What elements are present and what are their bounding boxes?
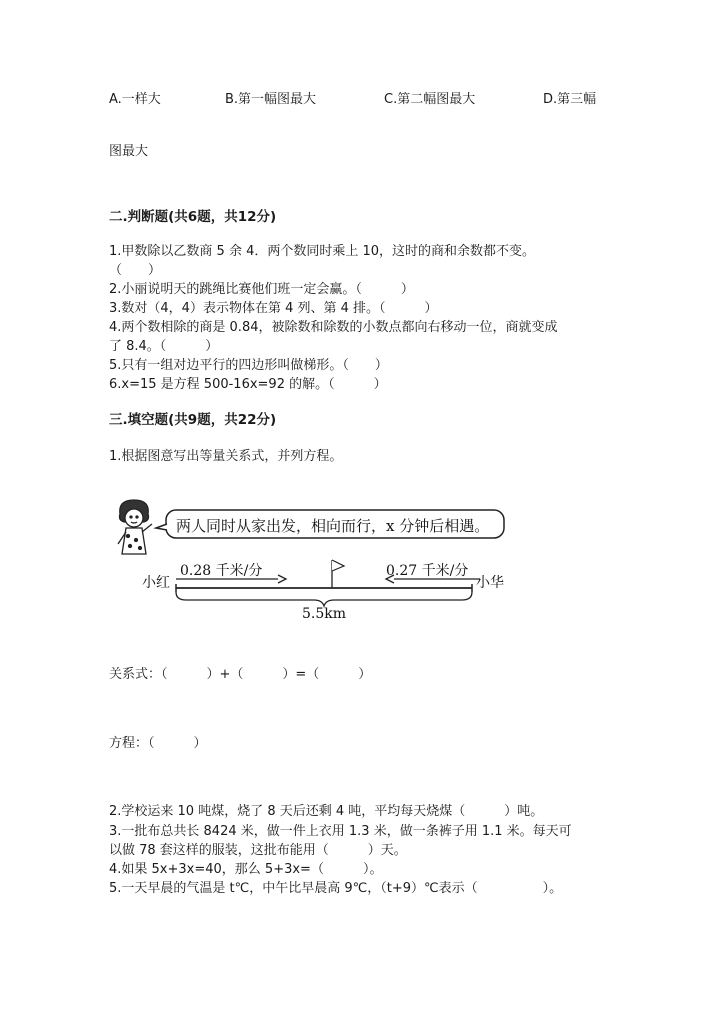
fill-q5: 5.一天早晨的气温是 t℃，中午比早晨高 9℃，（t+9）℃表示（ ）。 <box>109 881 563 896</box>
choice-b: B.第一幅图最大 <box>225 92 317 107</box>
section-2-heading: 二.判断题(共6题，共12分) <box>109 209 277 225</box>
distance-label: 5.5km <box>302 606 347 622</box>
left-speed-label: 0.28 千米/分 <box>180 563 263 579</box>
meeting-problem-figure <box>110 496 510 631</box>
right-speed-label: 0.27 千米/分 <box>386 563 469 579</box>
fill-q4: 4.如果 5x+3x=40，那么 5+3x=（ ）。 <box>109 862 383 877</box>
judge-q6: 6.x=15 是方程 500-16x=92 的解。（ ） <box>109 377 387 392</box>
judge-q4-line2: 了 8.4。（ ） <box>109 339 219 354</box>
judge-q2: 2.小丽说明天的跳绳比赛他们班一定会赢。（ ） <box>109 282 414 297</box>
equation-line: 方程：（ ） <box>109 736 207 751</box>
speech-text: 两人同时从家出发，相向而行，x 分钟后相遇。 <box>176 517 490 535</box>
fill-q1: 1.根据图意写出等量关系式，并列方程。 <box>109 449 343 464</box>
judge-q4-line1: 4.两个数相除的商是 0.84，被除数和除数的小数点都向右移动一位，商就变成 <box>109 320 558 335</box>
judge-q1-line1: 1.甲数除以乙数商 5 余 4．两个数同时乘上 10，这时的商和余数都不变。 <box>109 244 536 259</box>
relation-line: 关系式：（ ）+（ ）=（ ） <box>109 667 372 682</box>
choice-d: D.第三幅 <box>543 92 597 107</box>
fill-q3-line2: 以做 78 套这样的服装，这批布能用（ ）天。 <box>109 843 407 858</box>
distance-brace <box>176 592 472 606</box>
judge-q1-line2: （ ） <box>109 263 162 278</box>
girl-icon <box>118 500 152 554</box>
left-name-label: 小红 <box>142 575 170 591</box>
choice-a: A.一样大 <box>109 92 161 107</box>
fill-q2: 2.学校运来 10 吨煤，烧了 8 天后还剩 4 吨，平均每天烧煤（ ）吨。 <box>109 804 544 819</box>
choice-d-continuation: 图最大 <box>109 144 149 159</box>
judge-q3: 3.数对（4，4）表示物体在第 4 列、第 4 排。（ ） <box>109 301 438 316</box>
fill-q3-line1: 3.一批布总共长 8424 米，做一件上衣用 1.3 米，做一条裤子用 1.1 米。每天可 <box>109 824 572 839</box>
choice-c: C.第二幅图最大 <box>384 92 476 107</box>
judge-q5: 5.只有一组对边平行的四边形叫做梯形。（ ） <box>109 358 388 373</box>
section-3-heading: 三.填空题(共9题，共22分) <box>109 412 277 428</box>
right-name-label: 小华 <box>476 575 504 591</box>
